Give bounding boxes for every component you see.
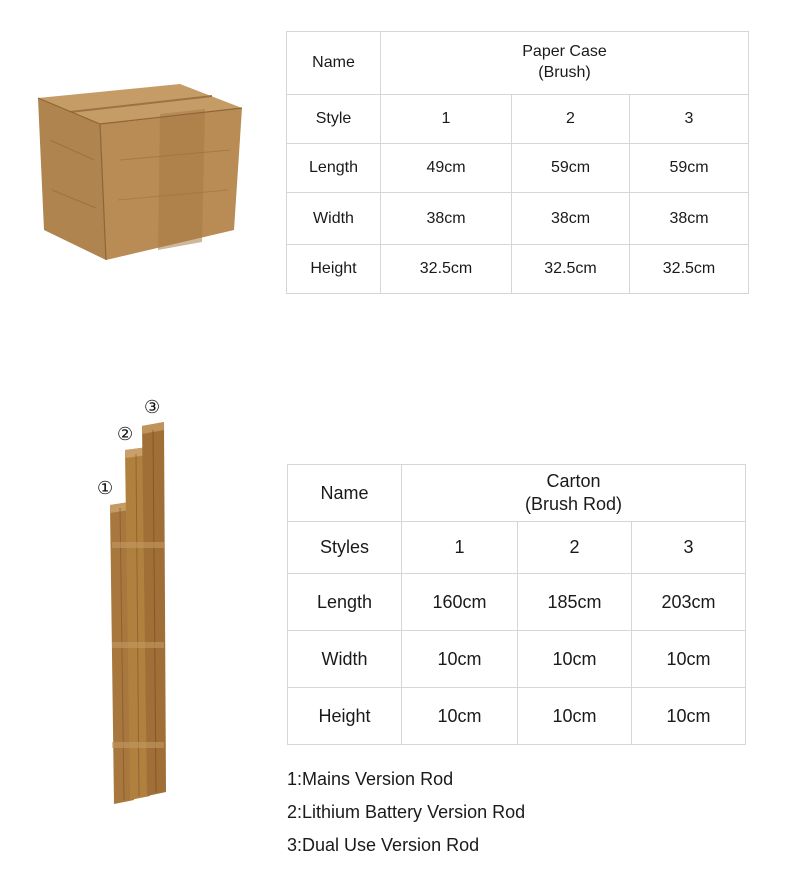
width-value: 10cm — [518, 631, 632, 688]
svg-text:③: ③ — [144, 397, 161, 418]
height-value: 32.5cm — [381, 245, 512, 294]
rod-marker-2 — [117, 424, 133, 445]
height-value: 10cm — [402, 688, 518, 745]
height-label: Height — [288, 688, 402, 745]
styles-value: 2 — [518, 522, 632, 574]
length-value: 203cm — [632, 574, 746, 631]
cardboard-box-image — [30, 80, 250, 270]
length-value: 59cm — [630, 144, 749, 193]
legend-item: 2:Lithium Battery Version Rod — [287, 802, 526, 822]
name-label: Name — [287, 32, 381, 95]
rod-cartons-image — [90, 392, 190, 812]
carton-spec-table — [287, 464, 746, 745]
style-value: 1 — [381, 95, 512, 144]
legend-item: 1:Mains Version Rod — [287, 769, 454, 789]
height-value: 10cm — [632, 688, 746, 745]
paper-case-spec-table — [286, 31, 749, 294]
height-value: 10cm — [518, 688, 632, 745]
style-value: 2 — [512, 95, 630, 144]
width-value: 10cm — [402, 631, 518, 688]
svg-text:②: ② — [117, 424, 134, 445]
width-value: 10cm — [632, 631, 746, 688]
height-value: 32.5cm — [512, 245, 630, 294]
length-value: 185cm — [518, 574, 632, 631]
styles-value: 3 — [632, 522, 746, 574]
style-value: 3 — [630, 95, 749, 144]
width-label: Width — [288, 631, 402, 688]
length-value: 49cm — [381, 144, 512, 193]
name-value: Carton (Brush Rod) — [402, 465, 746, 522]
svg-text:①: ① — [97, 478, 114, 499]
length-label: Length — [288, 574, 402, 631]
width-value: 38cm — [381, 193, 512, 245]
styles-value: 1 — [402, 522, 518, 574]
height-label: Height — [287, 245, 381, 294]
name-value: Paper Case (Brush) — [381, 32, 749, 95]
styles-label: Styles — [288, 522, 402, 574]
legend-item: 3:Dual Use Version Rod — [287, 835, 480, 855]
length-label: Length — [287, 144, 381, 193]
rod-marker-3 — [144, 397, 160, 418]
name-label: Name — [288, 465, 402, 522]
length-value: 59cm — [512, 144, 630, 193]
height-value: 32.5cm — [630, 245, 749, 294]
rod-marker-1 — [97, 478, 113, 499]
style-label: Style — [287, 95, 381, 144]
width-value: 38cm — [512, 193, 630, 245]
width-value: 38cm — [630, 193, 749, 245]
rod-version-legend — [287, 763, 525, 862]
width-label: Width — [287, 193, 381, 245]
length-value: 160cm — [402, 574, 518, 631]
